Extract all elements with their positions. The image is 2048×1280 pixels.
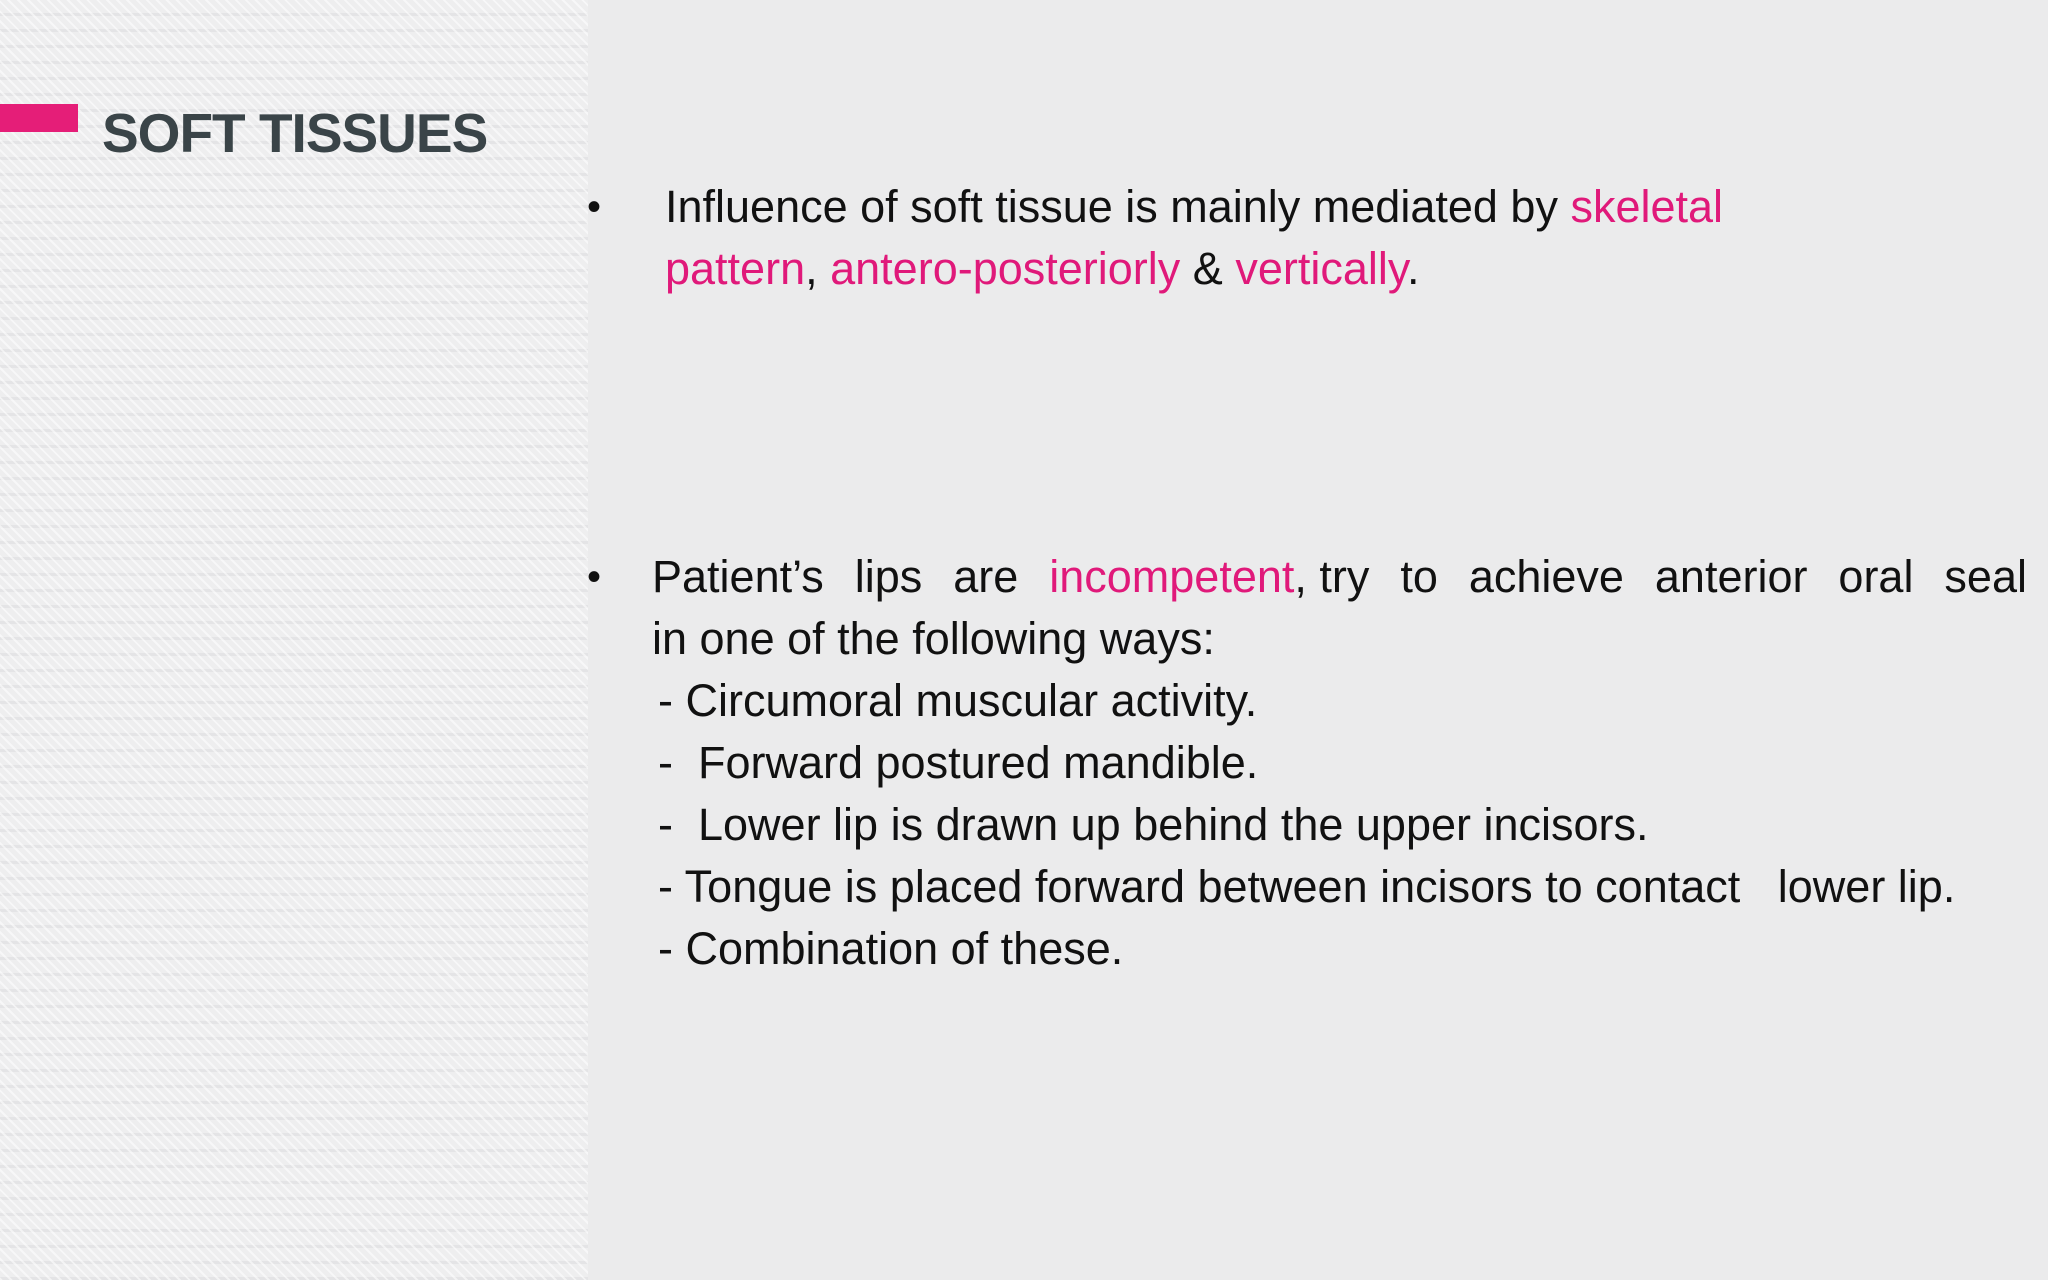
bullet-marker: • [587,185,602,229]
bullet-line: Influence of soft tissue is mainly mediated by skeletal [665,181,1724,232]
bullet-line: pattern, antero-posteriorly & vertically. [665,243,1420,294]
highlight-term: pattern [665,243,806,294]
highlight-term: antero-posteriorly [830,243,1181,294]
highlight-term: vertically [1235,243,1408,294]
bullet-skeletal-pattern [665,176,1795,300]
title-accent-bar [0,104,78,132]
sub-item: - Combination of these. [658,923,1124,974]
bullet-line: in one of the following ways: [652,613,1215,664]
textured-side-panel [0,0,588,1280]
sub-item: - Lower lip is drawn up behind the upper incisors. [658,799,1649,850]
bullet-line-justified: Patient’s lips are incompetent, try to achieve anterior oral seal [652,551,2027,602]
sub-item: - Forward postured mandible. [658,737,1259,788]
slide-title: SOFT TISSUES [102,102,488,164]
highlight-term: skeletal [1570,181,1724,232]
sub-item: - Circumoral muscular activity. [658,675,1258,726]
bullet-incompetent-lips [652,546,2027,980]
sub-item: - Tongue is placed forward between incisors to contact lower lip. [658,861,1956,912]
bullet-marker: • [587,555,602,599]
highlight-term: incompetent [1049,551,1295,602]
